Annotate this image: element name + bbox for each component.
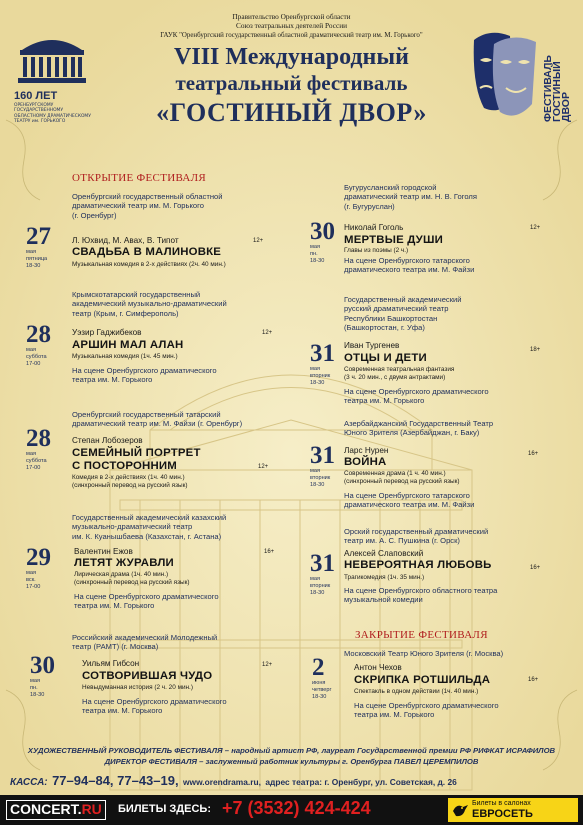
event-date xyxy=(30,653,62,698)
gov-line-3: ГАУК "Оренбургский государственный областной драматический театр им. М. Горького" xyxy=(160,31,423,39)
closing-heading: ЗАКРЫТИЕ ФЕСТИВАЛЯ xyxy=(355,629,488,641)
event-org xyxy=(344,295,462,333)
event-card xyxy=(26,290,306,390)
age-rating: 12+ xyxy=(253,238,264,244)
date-weekday: вск. xyxy=(26,576,36,583)
date-month: июня xyxy=(312,680,326,686)
event-org xyxy=(72,633,217,652)
event-card xyxy=(310,649,572,729)
event-org xyxy=(344,649,503,658)
date-month: мая xyxy=(30,678,40,684)
event-card xyxy=(310,295,572,413)
event-author: Валентин Ежов xyxy=(74,547,133,556)
date-month: мая xyxy=(310,366,320,372)
event-card xyxy=(26,192,306,268)
date-time: 17-00 xyxy=(26,464,41,471)
age-rating: 12+ xyxy=(530,225,541,231)
org-line: Российский академический Молодежный xyxy=(72,633,218,642)
title-line-2: театральный фестиваль xyxy=(175,71,408,95)
org-line: драматический театр им. Н. В. Гоголя xyxy=(344,192,477,202)
org-line: Республики Башкортостан xyxy=(344,313,438,323)
venue-line: На сцене Оренбургского драматического xyxy=(72,366,217,375)
event-author: Ларс Нурен xyxy=(344,446,389,455)
date-month: мая xyxy=(310,576,320,582)
venue-line: На сцене Оренбургского драматического xyxy=(74,592,219,601)
date-time: 18-30 xyxy=(310,379,325,386)
event-author: Уэзир Гаджибеков xyxy=(72,328,142,337)
org-line: театр (РАМТ) (г. Москва) xyxy=(72,642,159,652)
venue-line: театра им. М. Горького xyxy=(72,375,153,385)
date-month: мая xyxy=(26,249,36,255)
age-rating: 16+ xyxy=(528,677,539,683)
theatre-address: адрес театра: г. Оренбург, ул. Советская, д. 26 xyxy=(265,777,457,787)
venue-line: музыкальной комедии xyxy=(344,595,423,605)
event-title: СОТВОРИВШАЯ ЧУДО xyxy=(82,670,213,682)
title-line: СЕМЕЙНЫЙ ПОРТРЕТ xyxy=(72,447,201,459)
genre-line: (3 ч. 20 мин., с двумя антрактами) xyxy=(344,374,446,381)
concert-logo xyxy=(6,800,106,820)
age-rating: 16+ xyxy=(528,451,539,457)
date-weekday: пн. xyxy=(30,684,38,691)
event-venue xyxy=(344,586,497,605)
org-line: драматический театр им. М. Горького xyxy=(72,201,204,211)
date-day: 30 xyxy=(310,218,335,245)
org-line: (Башкортостан, г. Уфа) xyxy=(344,323,425,333)
event-author: Степан Лобозеров xyxy=(72,436,143,445)
date-time: 18-30 xyxy=(310,257,325,264)
event-title xyxy=(72,447,201,472)
event-venue xyxy=(344,387,489,406)
venue-line: На сцене Оренбургского драматического xyxy=(344,387,489,396)
date-time: 18-30 xyxy=(310,481,325,488)
venue-line: драматического театра им. М. Файзи xyxy=(344,500,475,510)
event-org xyxy=(344,183,477,211)
genre-line: Современная театральная фантазия xyxy=(344,366,455,373)
event-author: Николай Гоголь xyxy=(344,223,404,232)
event-date xyxy=(26,322,58,367)
logo-text-dvor: ДВОР xyxy=(560,92,572,122)
date-day: 27 xyxy=(26,223,51,250)
logo-years: 160 ЛЕТ xyxy=(14,90,58,102)
date-month: мая xyxy=(310,468,320,474)
theatre-building-icon xyxy=(14,28,90,86)
org-line: Государственный академический xyxy=(344,295,462,304)
event-date xyxy=(26,426,58,471)
bird-icon xyxy=(451,801,469,819)
event-genre xyxy=(74,571,190,587)
event-date xyxy=(310,219,342,264)
event-author: Алексей Слаповский xyxy=(344,549,424,558)
date-day: 28 xyxy=(26,321,51,348)
event-org xyxy=(344,419,493,438)
org-line: Бугурусланский городской xyxy=(344,183,437,192)
date-weekday: суббота xyxy=(26,457,47,464)
venue-line: На сцене Оренбургского драматического xyxy=(354,701,499,710)
org-line: (г. Бугуруслан) xyxy=(344,201,395,211)
title-line-1: VIII Международный xyxy=(174,44,409,70)
genre-line: Лирическая драма (1ч. 40 мин.) xyxy=(74,571,169,578)
date-weekday: суббота xyxy=(26,353,47,360)
date-time: 18-30 xyxy=(310,589,325,596)
event-date xyxy=(310,443,342,488)
concert-ru: RU xyxy=(81,801,102,817)
date-day: 29 xyxy=(26,544,51,571)
event-title: СВАДЬБА В МАЛИНОВКЕ xyxy=(72,246,222,258)
directors-info xyxy=(0,746,583,767)
venue-line: На сцене Оренбургского драматического xyxy=(82,697,227,706)
date-day: 28 xyxy=(26,425,51,452)
box-office-line xyxy=(10,772,575,790)
event-genre: Спектакль в одном действии (1ч. 40 мин.) xyxy=(354,688,479,695)
kassa-label: КАССА: xyxy=(10,777,48,788)
date-weekday: пн. xyxy=(310,250,318,257)
org-line: академический музыкально-драматический xyxy=(72,299,227,309)
age-rating: 16+ xyxy=(530,565,541,571)
date-time: 18-30 xyxy=(26,262,41,269)
org-line: (г. Оренбург) xyxy=(72,210,117,220)
org-line: театр (Крым, г. Симферополь) xyxy=(72,308,179,318)
org-line: Юного Зрителя (Азербайджан, г. Баку) xyxy=(344,428,480,438)
title-line-3: «ГОСТИНЫЙ ДВОР» xyxy=(156,98,427,127)
genre-line: (синхронный перевод на русский язык) xyxy=(74,579,190,586)
theatre-masks-icon xyxy=(470,26,542,124)
date-weekday: четверг xyxy=(312,686,332,693)
venue-line: театра им. М. Горького xyxy=(344,396,425,406)
tickets-phone[interactable]: +7 (3532) 424-424 xyxy=(222,798,371,818)
age-rating: 12+ xyxy=(262,330,273,336)
event-author: Иван Тургенев xyxy=(344,341,400,350)
event-card xyxy=(26,633,306,733)
org-line: музыкально-драматический театр xyxy=(72,522,193,532)
event-author: Л. Юхвид, М. Авах, В. Типот xyxy=(72,236,179,245)
org-line: Азербайджанский Государственный Театр xyxy=(344,419,494,428)
venue-line: На сцене Оренбургского татарского xyxy=(344,256,470,265)
date-month: мая xyxy=(26,347,36,353)
genre-line: (синхронный перевод на русский язык) xyxy=(72,482,188,489)
event-date xyxy=(26,224,58,269)
age-rating: 12+ xyxy=(258,464,269,470)
event-org xyxy=(72,290,227,318)
date-weekday: вторник xyxy=(310,372,331,379)
date-weekday: вторник xyxy=(310,582,331,589)
age-rating: 18+ xyxy=(530,347,541,353)
event-author: Уильям Гибсон xyxy=(82,659,140,668)
date-month: мая xyxy=(26,570,36,576)
festival-director: ДИРЕКТОР ФЕСТИВАЛЯ – заслуженный работник культуры г. Оренбурга ПАВЕЛ ЦЕРЕМПИЛОВ xyxy=(104,756,479,766)
org-line: им. К. Куанышбаева (Казахстан, г. Астана) xyxy=(72,531,222,541)
venue-line: На сцене Оренбургского областного театра xyxy=(344,586,498,595)
event-venue xyxy=(74,592,219,611)
event-genre xyxy=(72,474,188,490)
artistic-director: ХУДОЖЕСТВЕННЫЙ РУКОВОДИТЕЛЬ ФЕСТИВАЛЯ – народный артист РФ, лауреат Государственной премии РФ РИФКАТ ИСРАФИЛОВ xyxy=(27,746,556,755)
age-rating: 16+ xyxy=(264,549,275,555)
org-line: русский драматический театр xyxy=(344,304,449,314)
event-venue xyxy=(354,701,499,720)
org-line: театр им. А. С. Пушкина (г. Орск) xyxy=(344,536,460,546)
theatre-160-logo xyxy=(14,28,91,125)
event-title: ЛЕТЯТ ЖУРАВЛИ xyxy=(74,557,174,569)
event-card xyxy=(310,527,572,617)
event-genre: Главы из поэмы (2 ч.) xyxy=(344,247,409,254)
venue-line: театра им. М. Горького xyxy=(354,710,435,720)
event-genre: Музыкальная комедия (1ч. 45 мин.) xyxy=(72,353,178,360)
event-venue xyxy=(344,491,474,510)
government-lines xyxy=(150,12,433,40)
date-weekday: пятница xyxy=(26,255,48,262)
genre-line: Современная драма (1 ч. 40 мин.) xyxy=(344,470,446,477)
gov-line-2: Союз театральных деятелей России xyxy=(235,21,348,31)
event-genre: Трагикомедия (1ч. 35 мин.) xyxy=(344,574,425,581)
logo-caption: ОРЕНБУРГСКОМУ ГОСУДАРСТВЕННОМУ ОБЛАСТНОМУ ДРАМАТИЧЕСКОМУ ТЕАТРУ им. ГОРЬКОГО xyxy=(14,103,91,125)
title-line: С ПОСТОРОННИМ xyxy=(72,459,177,472)
event-venue xyxy=(344,256,474,275)
event-card xyxy=(310,183,572,279)
event-author: Антон Чехов xyxy=(354,663,402,672)
event-org xyxy=(72,410,242,429)
logo-text-festival: ФЕСТИВАЛЬ xyxy=(542,55,554,122)
event-date xyxy=(310,341,342,386)
event-org xyxy=(72,513,226,541)
event-org xyxy=(72,192,223,220)
concert-brand: CONCERT. xyxy=(10,801,82,817)
festival-title xyxy=(110,44,473,130)
org-line: Оренбургский государственный областной xyxy=(72,192,223,201)
event-genre xyxy=(344,470,460,486)
org-line: Крымскотатарский государственный xyxy=(72,290,201,299)
event-genre xyxy=(344,366,454,382)
event-title: СКРИПКА РОТШИЛЬДА xyxy=(354,674,491,686)
event-title: АРШИН МАЛ АЛАН xyxy=(72,339,184,351)
euroset-badge xyxy=(448,798,578,822)
festival-logo-text xyxy=(544,28,572,122)
event-venue xyxy=(82,697,227,716)
date-weekday: вторник xyxy=(310,474,331,481)
date-day: 31 xyxy=(310,550,335,577)
gov-line-1: Правительство Оренбургской области xyxy=(232,12,351,21)
date-time: 18-30 xyxy=(30,691,45,698)
logo-text-gostiny: ГОСТИНЫЙ xyxy=(551,61,563,122)
event-date xyxy=(310,551,342,596)
event-org xyxy=(344,527,488,546)
event-title: ВОЙНА xyxy=(344,456,387,468)
venue-line: театра им. М. Горького xyxy=(74,601,155,611)
event-genre: Невыдуманная история (2 ч. 20 мин.) xyxy=(82,684,193,691)
site-link[interactable]: www.orendrama.ru, xyxy=(183,777,261,787)
event-title: МЕРТВЫЕ ДУШИ xyxy=(344,234,444,246)
venue-line: театра им. М. Горького xyxy=(82,706,163,716)
event-date xyxy=(312,655,344,700)
event-venue xyxy=(72,366,217,385)
genre-line: (синхронный перевод на русский язык) xyxy=(344,478,460,485)
org-line: драматический театр им. М. Файзи (г. Оренбург) xyxy=(72,419,243,429)
org-line: Оренбургский государственный татарский xyxy=(72,410,221,419)
tickets-label: БИЛЕТЫ ЗДЕСЬ: xyxy=(118,803,211,815)
venue-line: На сцене Оренбургского татарского xyxy=(344,491,470,500)
event-title: НЕВЕРОЯТНАЯ ЛЮБОВЬ xyxy=(344,559,492,571)
date-time: 17-00 xyxy=(26,360,41,367)
date-time: 17-00 xyxy=(26,583,41,590)
kassa-phones: 77–94–84, 77–43–19, xyxy=(52,773,179,788)
event-card xyxy=(26,410,316,502)
org-line: Государственный академический казахский xyxy=(72,513,227,522)
date-month: мая xyxy=(310,244,320,250)
org-line: Московский Театр Юного Зрителя (г. Москва) xyxy=(344,649,504,658)
euroset-caption: Билеты в салонах xyxy=(472,800,531,807)
euroset-brand: ЕВРОСЕТЬ xyxy=(472,808,533,820)
date-time: 18-30 xyxy=(312,693,327,700)
org-line: Орский государственный драматический xyxy=(344,527,489,536)
event-genre: Музыкальная комедия в 2-х действиях (2ч. 40 мин.) xyxy=(72,261,226,268)
event-date xyxy=(26,545,58,590)
venue-line: драматического театра им. М. Файзи xyxy=(344,265,475,275)
opening-heading: ОТКРЫТИЕ ФЕСТИВАЛЯ xyxy=(72,172,207,184)
event-title: ОТЦЫ И ДЕТИ xyxy=(344,352,427,364)
festival-logo xyxy=(470,26,575,124)
date-month: мая xyxy=(26,451,36,457)
tickets-bar xyxy=(0,795,583,825)
genre-line: Комедия в 2-х действиях (1ч. 40 мин.) xyxy=(72,474,185,481)
date-day: 2 xyxy=(312,654,325,681)
date-day: 31 xyxy=(310,442,335,469)
age-rating: 12+ xyxy=(262,662,273,668)
event-card xyxy=(26,513,306,613)
event-card xyxy=(310,419,572,515)
date-day: 31 xyxy=(310,340,335,367)
date-day: 30 xyxy=(30,652,55,679)
